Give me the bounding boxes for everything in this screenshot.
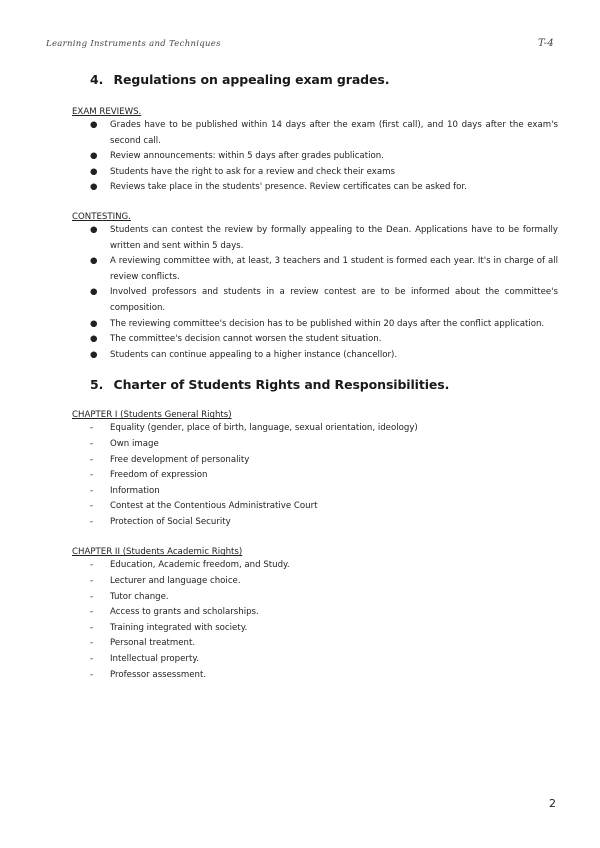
exam-review-item [72,149,558,165]
academic-right-text: Training integrated with society. [110,622,248,633]
contesting-item [72,254,558,285]
academic-right-text: Personal treatment. [110,638,196,649]
header-course-title: Learning Instruments and Techniques [46,39,221,49]
contesting-marker: ● [90,224,98,235]
academic-right-item [72,621,558,637]
section-5-number: 5. [90,377,104,393]
exam-review-marker: ● [90,166,98,177]
general-right-marker: - [90,438,94,449]
general-right-marker: - [90,485,94,496]
contesting-text: The committee's decision cannot worsen the student situation. [110,334,382,345]
general-right-item [72,468,558,484]
general-right-text: Free development of personality [110,454,250,465]
general-right-text: Contest at the Contentious Administrative Court [110,501,318,512]
chapter-1-heading: CHAPTER I (Students General Rights) [72,410,232,421]
exam-review-text: Review announcements: within 5 days after grades publication. [110,151,384,162]
academic-right-text: Education, Academic freedom, and Study. [110,560,290,571]
contesting-list [72,223,558,363]
exam-review-item [72,180,558,196]
academic-right-marker: - [90,576,94,587]
contesting-text: A reviewing committee with, at least, 3 teachers and 1 student is formed each year. It's in charge of all review conflicts. [110,256,558,282]
academic-right-marker: - [90,607,94,618]
academic-right-item [72,652,558,668]
section-4-title: Regulations on appealing exam grades. [113,72,390,87]
academic-right-marker: - [90,638,94,649]
academic-right-item [72,574,558,590]
contesting-item [72,223,558,254]
contesting-marker: ● [90,256,98,267]
running-header [46,38,554,49]
academic-right-marker: - [90,669,94,680]
general-right-marker: - [90,454,94,465]
exam-review-marker: ● [90,151,98,162]
academic-right-item [72,605,558,621]
header-topic-tag: T-4 [537,38,554,49]
contesting-text: Involved professors and students in a review contest are to be informed about the committee's composition. [110,287,558,313]
section-4-heading [72,72,558,87]
section-5-heading [72,377,558,392]
contesting-heading: CONTESTING. [72,211,131,222]
general-right-item [72,515,558,531]
general-right-marker: - [90,516,94,527]
academic-right-item [72,636,558,652]
academic-right-text: Professor assessment. [110,669,207,680]
page-number: 2 [549,797,556,810]
contesting-text: Students can continue appealing to a higher instance (chancellor). [110,349,398,360]
general-right-text: Own image [110,438,159,449]
exam-reviews-list [72,118,558,196]
general-right-item [72,421,558,437]
academic-right-marker: - [90,622,94,633]
contesting-marker: ● [90,334,98,345]
chapter-2-list [72,558,558,683]
contesting-item [72,332,558,348]
chapter-2-heading: CHAPTER II (Students Academic Rights) [72,547,243,558]
contesting-item [72,317,558,333]
general-right-item [72,484,558,500]
academic-right-item [72,668,558,684]
academic-right-marker: - [90,654,94,665]
general-right-marker: - [90,470,94,481]
contesting-marker: ● [90,349,98,360]
general-right-text: Information [110,485,160,496]
exam-review-text: Students have the right to ask for a review and check their exams [110,166,396,177]
exam-review-text: Reviews take place in the students' presence. Review certificates can be asked for. [110,182,467,193]
contesting-text: Students can contest the review by formally appealing to the Dean. Applications have to be formally written and sent within 5 days. [110,224,558,251]
general-right-marker: - [90,501,94,512]
contesting-marker: ● [90,287,98,298]
exam-review-marker: ● [90,120,98,130]
chapter-1-list [72,421,558,530]
academic-right-item [72,558,558,574]
exam-reviews-heading: EXAM REVIEWS. [72,107,142,117]
general-right-text: Equality (gender, place of birth, language, sexual orientation, ideology) [110,423,418,434]
academic-right-text: Intellectual property. [110,654,199,665]
general-right-text: Protection of Social Security [110,516,231,527]
section-4-number: 4. [90,72,104,87]
general-right-item [72,453,558,469]
academic-right-text: Access to grants and scholarships. [110,607,259,618]
academic-right-text: Tutor change. [110,591,169,602]
contesting-item [72,285,558,316]
general-right-item [72,499,558,515]
general-right-text: Freedom of expression [110,470,208,481]
contesting-marker: ● [90,318,98,329]
exam-review-text: Grades have to be published within 14 days after the exam (first call), and 10 days after the exam's second call. [110,120,558,146]
academic-right-marker: - [90,591,94,602]
contesting-text: The reviewing committee's decision has to be published within 20 days after the conflict application. [110,318,545,329]
academic-right-marker: - [90,560,94,571]
section-5-title: Charter of Students Rights and Responsibilities. [113,377,450,393]
academic-right-item [72,590,558,606]
exam-review-item [72,118,558,149]
contesting-item [72,348,558,364]
general-right-marker: - [90,423,94,434]
exam-review-item [72,165,558,181]
academic-right-text: Lecturer and language choice. [110,576,241,587]
page-content [72,72,558,683]
general-right-item [72,437,558,453]
exam-review-marker: ● [90,182,98,193]
